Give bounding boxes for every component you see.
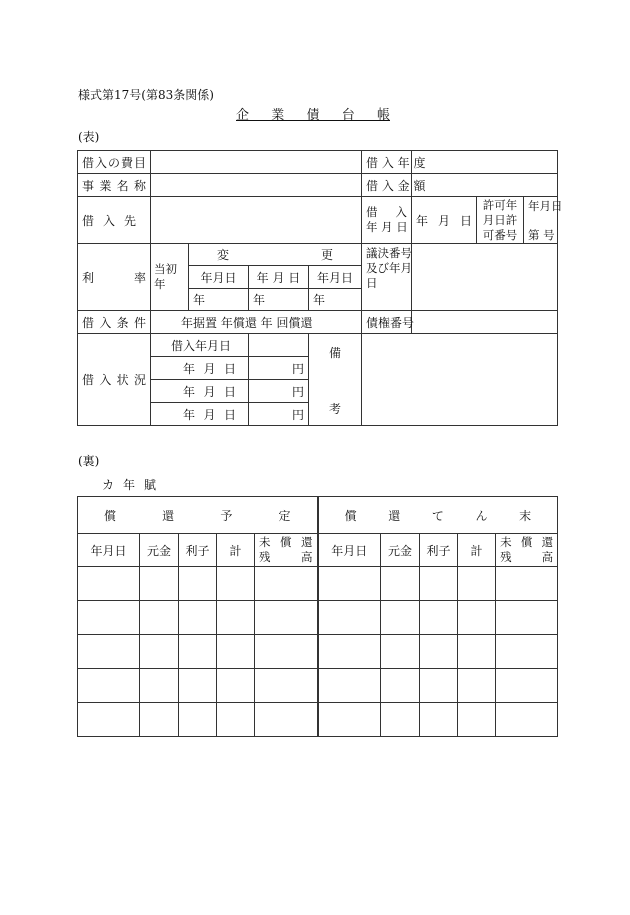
- plan-cell[interactable]: [140, 601, 179, 635]
- result-cell[interactable]: [420, 703, 458, 737]
- field-permit[interactable]: 年月日 第 号: [524, 197, 558, 244]
- result-col-date: 年月日: [318, 534, 381, 567]
- change-year-1[interactable]: 年: [189, 289, 249, 311]
- result-cell[interactable]: [496, 567, 558, 601]
- label-bond-no: 債権番号: [362, 311, 412, 334]
- status-row-3-date[interactable]: 年 月 日: [151, 403, 249, 426]
- result-cell[interactable]: [381, 703, 420, 737]
- plan-cell[interactable]: [140, 703, 179, 737]
- plan-cell[interactable]: [140, 635, 179, 669]
- plan-cell[interactable]: [140, 669, 179, 703]
- plan-cell[interactable]: [179, 601, 217, 635]
- label-rate: 利 率: [78, 244, 151, 311]
- plan-cell[interactable]: [78, 669, 140, 703]
- label-borrow-date: 借 入 年 月 日: [362, 197, 412, 244]
- result-col-balance: 未 償 還 残 高: [496, 534, 558, 567]
- label-borrow-fiscal-year: 借 入 年 度: [362, 151, 412, 174]
- field-borrow-fiscal-year[interactable]: [412, 151, 558, 174]
- plan-cell[interactable]: [78, 601, 140, 635]
- plan-col-date: 年月日: [78, 534, 140, 567]
- result-cell[interactable]: [381, 635, 420, 669]
- plan-cell[interactable]: [217, 601, 255, 635]
- field-resolution[interactable]: [412, 244, 558, 311]
- label-borrow-status: 借 入 状 況: [78, 334, 151, 426]
- label-plan-header: 償 還 予 定: [78, 497, 318, 534]
- redemption-row: [78, 567, 558, 601]
- plan-cell[interactable]: [255, 567, 318, 601]
- result-cell[interactable]: [420, 601, 458, 635]
- plan-cell[interactable]: [217, 635, 255, 669]
- plan-col-principal: 元金: [140, 534, 179, 567]
- plan-cell[interactable]: [179, 669, 217, 703]
- label-initial-year: 当初年: [151, 244, 189, 311]
- form-number: 様式第17号(第83条関係): [78, 88, 214, 102]
- page-title: 企 業 債 台 帳: [236, 108, 390, 123]
- change-date-2: 年 月 日: [249, 266, 309, 289]
- label-permit: 許可年 月日許 可番号: [477, 197, 524, 244]
- change-date-1: 年月日: [189, 266, 249, 289]
- plan-cell[interactable]: [78, 635, 140, 669]
- result-cell[interactable]: [381, 567, 420, 601]
- result-cell[interactable]: [458, 635, 496, 669]
- field-borrow-terms[interactable]: 年据置 年償還 年 回償還: [151, 311, 362, 334]
- plan-cell[interactable]: [217, 567, 255, 601]
- plan-cell[interactable]: [255, 669, 318, 703]
- label-result-header: 償 還 て ん 末: [318, 497, 558, 534]
- change-date-3: 年月日: [309, 266, 362, 289]
- result-cell[interactable]: [496, 669, 558, 703]
- label-change-header: 変 更: [189, 244, 362, 266]
- back-label: (裏): [78, 454, 100, 468]
- field-borrow-purpose[interactable]: [151, 151, 362, 174]
- years-label: カ 年 賦: [102, 478, 156, 492]
- plan-cell[interactable]: [179, 703, 217, 737]
- result-cell[interactable]: [496, 703, 558, 737]
- status-row-2-date[interactable]: 年 月 日: [151, 380, 249, 403]
- result-cell[interactable]: [458, 703, 496, 737]
- status-row-1-amount[interactable]: 円: [249, 357, 309, 380]
- field-bond-no[interactable]: [412, 311, 558, 334]
- result-cell[interactable]: [420, 635, 458, 669]
- label-project-name: 事 業 名 称: [78, 174, 151, 197]
- result-cell[interactable]: [318, 703, 381, 737]
- plan-cell[interactable]: [179, 635, 217, 669]
- field-lender[interactable]: [151, 197, 362, 244]
- result-cell[interactable]: [318, 567, 381, 601]
- field-project-name[interactable]: [151, 174, 362, 197]
- result-col-total: 計: [458, 534, 496, 567]
- plan-cell[interactable]: [255, 601, 318, 635]
- change-year-3[interactable]: 年: [309, 289, 362, 311]
- result-col-principal: 元金: [381, 534, 420, 567]
- field-remarks[interactable]: [362, 334, 558, 426]
- result-cell[interactable]: [318, 601, 381, 635]
- front-label: (表): [78, 130, 100, 144]
- redemption-row: [78, 703, 558, 737]
- label-borrow-purpose: 借入の費目: [78, 151, 151, 174]
- label-lender: 借 入 先: [78, 197, 151, 244]
- label-remarks: 備 考: [309, 334, 362, 426]
- label-borrow-amount: 借 入 金 額: [362, 174, 412, 197]
- result-cell[interactable]: [458, 601, 496, 635]
- change-year-2[interactable]: 年: [249, 289, 309, 311]
- status-row-3-amount[interactable]: 円: [249, 403, 309, 426]
- plan-cell[interactable]: [255, 703, 318, 737]
- front-ledger-table: [77, 150, 563, 426]
- result-cell[interactable]: [496, 635, 558, 669]
- result-cell[interactable]: [318, 635, 381, 669]
- result-cell[interactable]: [496, 601, 558, 635]
- result-cell[interactable]: [420, 669, 458, 703]
- plan-col-total: 計: [217, 534, 255, 567]
- field-borrow-amount[interactable]: [412, 174, 558, 197]
- plan-cell[interactable]: [217, 703, 255, 737]
- plan-cell[interactable]: [255, 635, 318, 669]
- result-col-interest: 利子: [420, 534, 458, 567]
- result-cell[interactable]: [458, 669, 496, 703]
- back-redemption-table: [77, 496, 558, 737]
- redemption-row: [78, 601, 558, 635]
- redemption-row: [78, 669, 558, 703]
- plan-cell[interactable]: [78, 703, 140, 737]
- label-borrow-terms: 借 入 条 件: [78, 311, 151, 334]
- result-cell[interactable]: [381, 669, 420, 703]
- plan-cell[interactable]: [140, 567, 179, 601]
- plan-col-interest: 利子: [179, 534, 217, 567]
- status-row-1-date[interactable]: 年 月 日: [151, 357, 249, 380]
- result-cell[interactable]: [318, 669, 381, 703]
- label-resolution: 議決番号 及び年月 日: [362, 244, 412, 311]
- plan-cell[interactable]: [217, 669, 255, 703]
- field-borrow-date[interactable]: 年 月 日: [412, 197, 477, 244]
- result-cell[interactable]: [381, 601, 420, 635]
- plan-col-balance: 未 償 還 残 高: [255, 534, 318, 567]
- result-cell[interactable]: [458, 567, 496, 601]
- plan-cell[interactable]: [179, 567, 217, 601]
- label-borrow-ymd: 借入年月日: [151, 334, 249, 357]
- redemption-row: [78, 635, 558, 669]
- plan-cell[interactable]: [78, 567, 140, 601]
- result-cell[interactable]: [420, 567, 458, 601]
- status-row-2-amount[interactable]: 円: [249, 380, 309, 403]
- status-amount-header: [249, 334, 309, 357]
